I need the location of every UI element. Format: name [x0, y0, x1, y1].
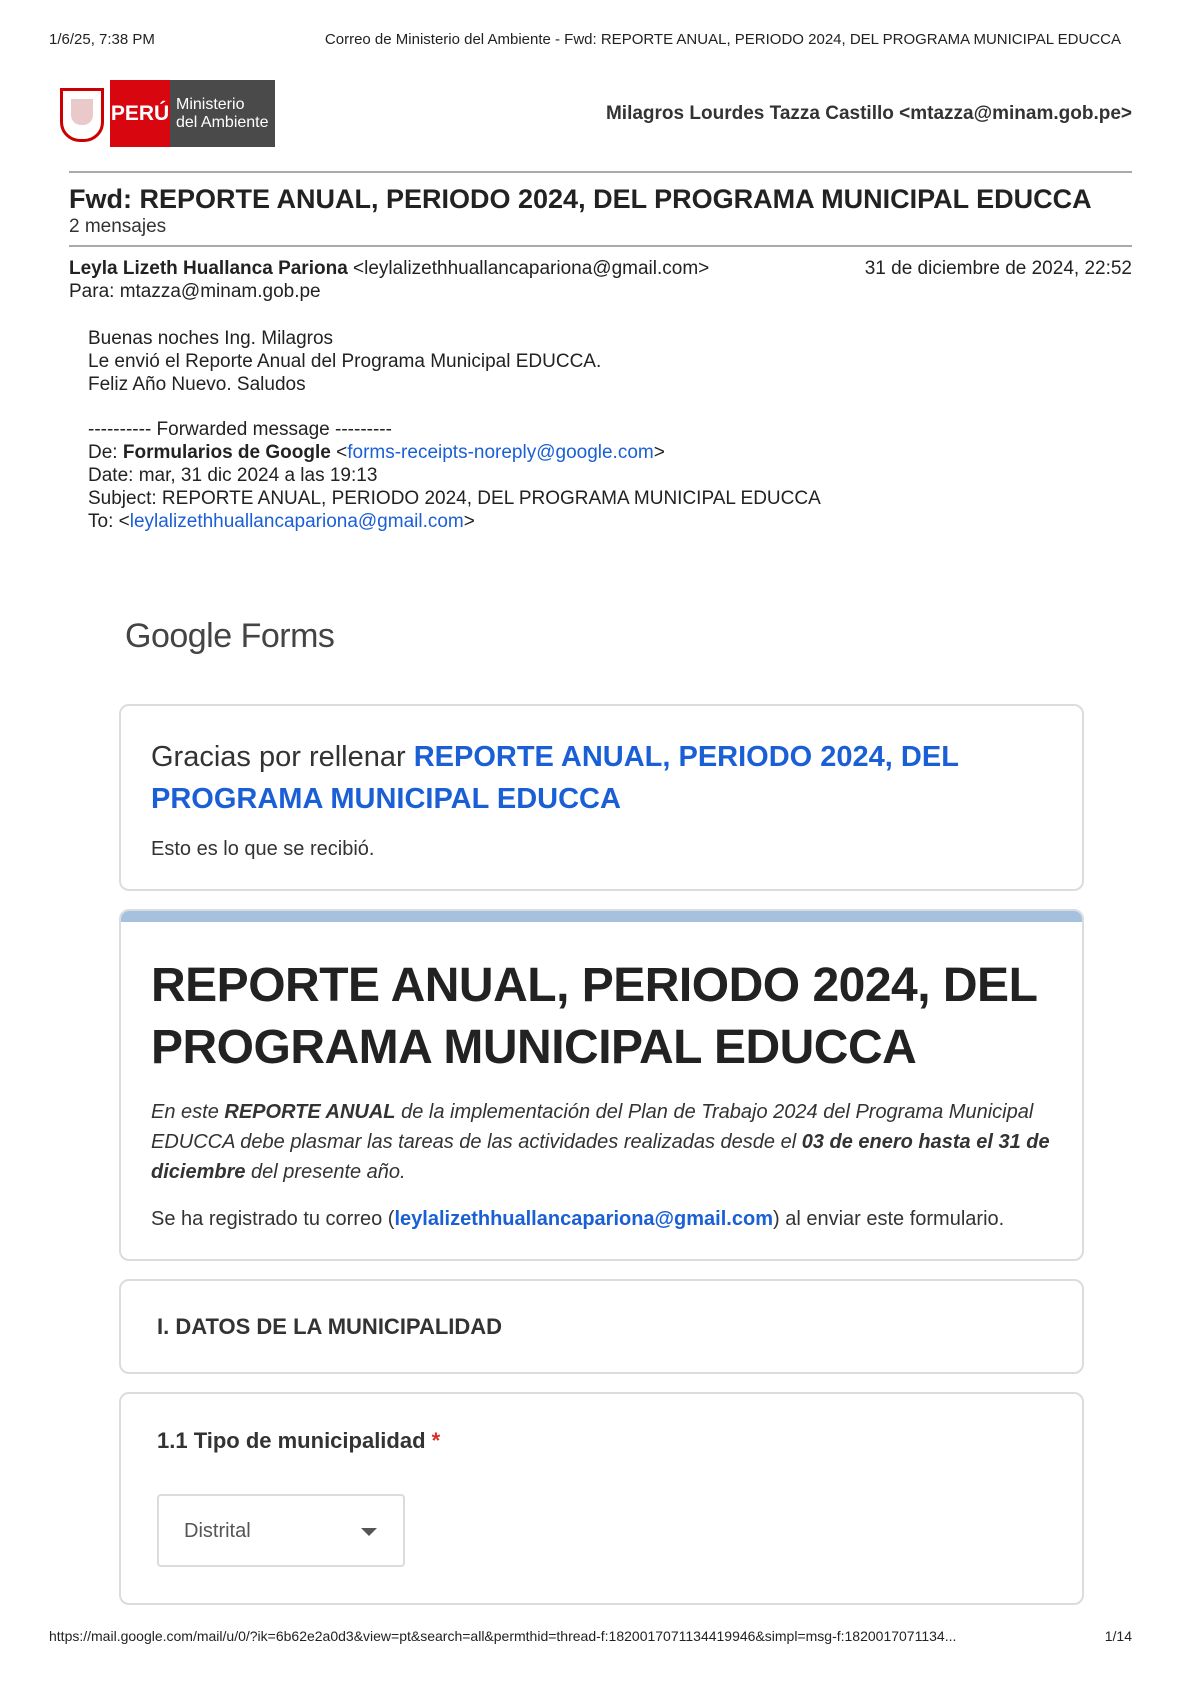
- form-header-card: [119, 909, 1084, 1261]
- logo-country: PERÚ: [110, 80, 170, 147]
- to-email-link[interactable]: leylalizethhuallancapariona@gmail.com: [129, 511, 464, 532]
- logo-forms: Forms: [240, 617, 335, 655]
- form-link[interactable]: REPORTE ANUAL, PERIODO 2024, DEL PROGRAMA MUNICIPAL EDUCCA: [151, 741, 959, 815]
- account-label: Milagros Lourdes Tazza Castillo <mtazza@minam.gob.pe>: [605, 102, 1132, 124]
- registered-prefix: Se ha registrado tu correo (: [151, 1208, 395, 1230]
- desc-bold: 03 de enero hasta el 31 de diciembre: [151, 1131, 1050, 1183]
- form-title: REPORTE ANUAL, PERIODO 2024, DEL PROGRAMA MUNICIPAL EDUCCA: [151, 959, 1037, 1074]
- thanks-prefix: Gracias por rellenar: [151, 741, 414, 773]
- page-number: 1/14: [1104, 1628, 1132, 1644]
- message-date: 31 de diciembre de 2024, 22:52: [864, 258, 1132, 279]
- thread-subject: Fwd: REPORTE ANUAL, PERIODO 2024, DEL PROGRAMA MUNICIPAL EDUCCA: [69, 184, 1092, 214]
- selected-value: Distrital: [184, 1520, 251, 1542]
- print-title: Correo de Ministerio del Ambiente - Fwd: REPORTE ANUAL, PERIODO 2024, DEL PROGRAMA MUNICIPAL EDUCCA: [324, 31, 1121, 48]
- minam-logo: [60, 80, 275, 147]
- from-name: Formularios de Google: [122, 442, 331, 463]
- forwarded-to: To: <leylalizethhuallancapariona@gmail.com>: [88, 511, 475, 532]
- desc-text: del presente año.: [245, 1161, 406, 1183]
- recipient: Para: mtazza@minam.gob.pe: [69, 281, 321, 302]
- desc-text: En este: [151, 1101, 225, 1123]
- thanks-heading: [151, 736, 1052, 820]
- question-label: [157, 1428, 1046, 1454]
- print-datetime: 1/6/25, 7:38 PM: [49, 31, 155, 48]
- sender: [69, 257, 709, 280]
- required-mark: *: [431, 1428, 441, 1453]
- coat-of-arms-icon: [60, 88, 104, 142]
- registered-suffix: ) al enviar este formulario.: [772, 1208, 1005, 1230]
- from-label: De:: [88, 442, 123, 463]
- registered-email-note: [151, 1205, 1052, 1233]
- section-card: [119, 1279, 1084, 1374]
- form-description: [151, 1097, 1052, 1187]
- to-label: To:: [88, 511, 119, 532]
- accent-bar: [121, 911, 1082, 922]
- logo-line2: del Ambiente: [176, 114, 269, 131]
- section-title: I. DATOS DE LA MUNICIPALIDAD: [157, 1314, 503, 1339]
- registered-email-link[interactable]: leylalizethhuallancapariona@gmail.com: [394, 1208, 773, 1230]
- forwarded-header: ---------- Forwarded message ---------: [88, 419, 392, 440]
- tipo-municipalidad-select[interactable]: [157, 1494, 405, 1567]
- forwarded-date: Date: mar, 31 dic 2024 a las 19:13: [88, 465, 378, 486]
- received-text: Esto es lo que se recibió.: [151, 838, 375, 860]
- from-email-link[interactable]: forms-receipts-noreply@google.com: [347, 442, 654, 463]
- forwarded-subject: Subject: REPORTE ANUAL, PERIODO 2024, DEL PROGRAMA MUNICIPAL EDUCCA: [88, 488, 821, 509]
- chevron-down-icon: [361, 1528, 377, 1536]
- sender-name: Leyla Lizeth Huallanca Pariona: [69, 258, 348, 279]
- question-card: [119, 1392, 1084, 1605]
- body-line: Le envió el Reporte Anual del Programa Municipal EDUCCA.: [88, 351, 602, 372]
- divider: [69, 171, 1132, 173]
- message-count: 2 mensajes: [69, 216, 167, 237]
- body-line: Buenas noches Ing. Milagros: [88, 328, 334, 349]
- thanks-card: [119, 704, 1084, 891]
- logo-line1: Ministerio: [176, 96, 245, 113]
- desc-bold: REPORTE ANUAL: [224, 1101, 396, 1123]
- logo-google: Google: [125, 617, 232, 655]
- sender-email: <leylalizethhuallancapariona@gmail.com>: [353, 258, 710, 279]
- print-url: https://mail.google.com/mail/u/0/?ik=6b62e2a0d3&view=pt&search=all&permthid=thread-f:1820017071134419946&simpl=msg-f:1820017071134...: [49, 1628, 957, 1644]
- body-line: Feliz Año Nuevo. Saludos: [88, 374, 306, 395]
- question-text: 1.1 Tipo de municipalidad: [157, 1428, 426, 1453]
- forwarded-from: De: Formularios de Google <forms-receipts-noreply@google.com>: [88, 442, 665, 463]
- google-forms-logo: [125, 617, 1132, 656]
- divider: [69, 245, 1132, 247]
- desc-text: de la implementación del Plan de Trabajo 2024 del Programa Municipal EDUCCA debe plasmar las tareas de las actividades realizadas desde el: [151, 1101, 1034, 1153]
